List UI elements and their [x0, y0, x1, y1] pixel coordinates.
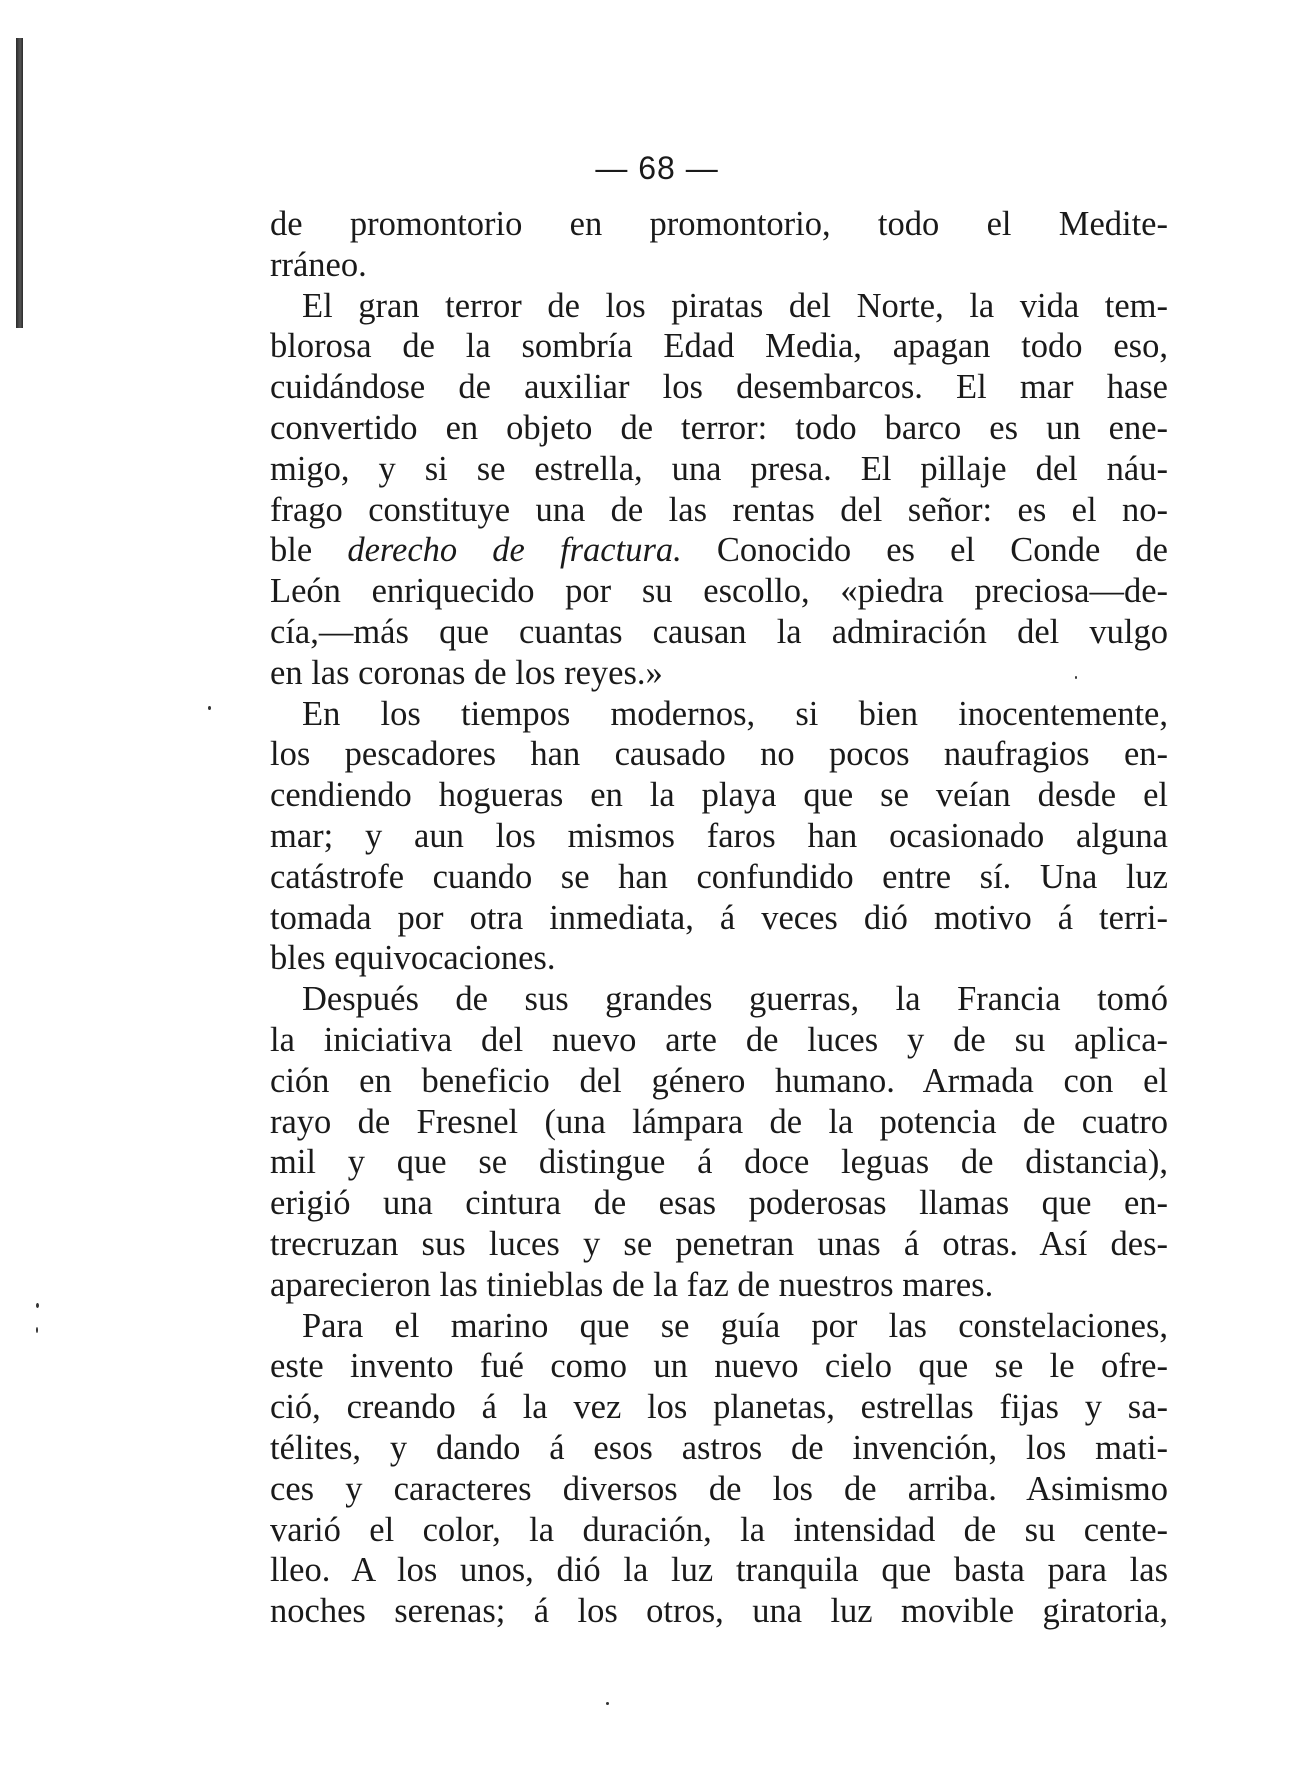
text-line: cía,—más que cuantas causan la admiración del vulgo	[270, 612, 1168, 651]
text-line: de promontorio en promontorio, todo el Medite-	[270, 205, 1168, 243]
text-segment: Conocido es el Conde de	[681, 531, 1168, 570]
text-line: Para el marino que se guía por las constelaciones,	[302, 1306, 1168, 1345]
text-line: ción en beneficio del género humano. Armada con el	[270, 1061, 1168, 1100]
text-line: aparecieron las tinieblas de la faz de nuestros mares.	[270, 1265, 994, 1304]
italic-phrase: derecho de fractura.	[347, 531, 682, 570]
text-line: León enriquecido por su escollo, «piedra preciosa—de-	[270, 572, 1168, 611]
print-speck	[36, 1327, 38, 1333]
text-line: erigió una cintura de esas poderosas llamas que en-	[270, 1184, 1168, 1223]
text-line	[270, 530, 1168, 571]
text-line: frago constituye una de las rentas del señor: es el no-	[270, 490, 1168, 529]
text-line: mil y que se distingue á doce leguas de distancia),	[270, 1143, 1168, 1182]
print-speck	[36, 1303, 39, 1308]
text-line: noches serenas; á los otros, una luz movible giratoria,	[270, 1592, 1168, 1631]
text-line: convertido en objeto de terror: todo barco es un ene-	[270, 408, 1168, 447]
text-line: bles equivocaciones.	[270, 939, 556, 978]
text-line: la iniciativa del nuevo arte de luces y de su aplica-	[270, 1020, 1168, 1059]
text-line: lleo. A los unos, dió la luz tranquila que basta para las	[270, 1551, 1168, 1590]
text-line: ció, creando á la vez los planetas, estrellas fijas y sa-	[270, 1388, 1168, 1427]
text-line: en las coronas de los reyes.»	[270, 653, 663, 692]
text-line: migo, y si se estrella, una presa. El pillaje del náu-	[270, 449, 1168, 488]
body-text	[270, 204, 1168, 1632]
text-line: este invento fué como un nuevo cielo que se le ofre-	[270, 1347, 1168, 1386]
text-line: catástrofe cuando se han confundido entre sí. Una luz	[270, 857, 1168, 896]
text-line: rráneo.	[270, 245, 367, 284]
text-line: cendiendo hogueras en la playa que se veían desde el	[270, 776, 1168, 815]
text-line: varió el color, la duración, la intensidad de su cente-	[270, 1510, 1168, 1549]
text-line: télites, y dando á esos astros de invención, los mati-	[270, 1428, 1168, 1467]
text-line: cuidándose de auxiliar los desembarcos. El mar hase	[270, 368, 1168, 407]
print-speck	[606, 1702, 609, 1705]
text-segment: ble	[270, 531, 348, 570]
text-line: mar; y aun los mismos faros han ocasionado alguna	[270, 816, 1168, 855]
text-line: tomada por otra inmediata, á veces dió motivo á terri-	[270, 898, 1168, 937]
text-line: Después de sus grandes guerras, la Francia tomó	[302, 980, 1168, 1019]
page-number: — 68 —	[595, 150, 719, 186]
text-line: El gran terror de los piratas del Norte, la vida tem-	[302, 286, 1168, 325]
text-line: rayo de Fresnel (una lámpara de la potencia de cuatro	[270, 1102, 1168, 1141]
text-line: blorosa de la sombría Edad Media, apagan todo eso,	[270, 327, 1168, 366]
text-line: trecruzan sus luces y se penetran unas á otras. Así des-	[270, 1224, 1168, 1263]
text-line: En los tiempos modernos, si bien inocentemente,	[302, 694, 1168, 733]
text-line: los pescadores han causado no pocos naufragios en-	[270, 735, 1168, 774]
print-speck	[208, 706, 211, 710]
text-line: ces y caracteres diversos de los de arriba. Asimismo	[270, 1469, 1168, 1508]
